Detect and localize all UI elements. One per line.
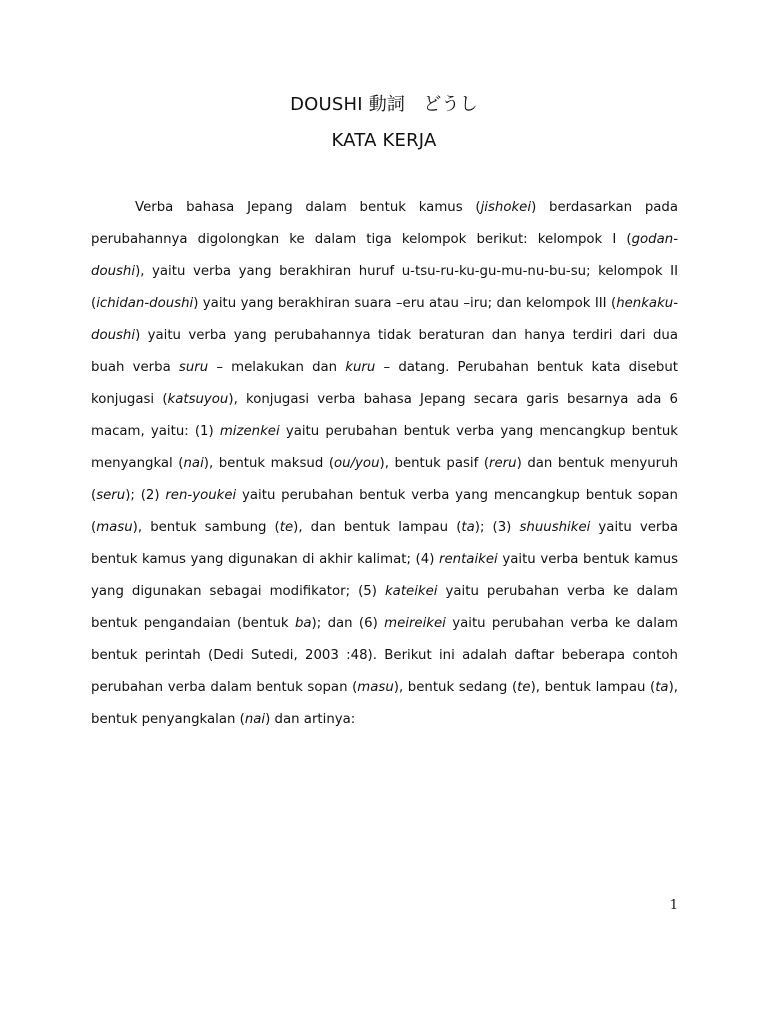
- text-run: ) yaitu verba yang perubahannya tidak beraturan dan hanya terdiri dari dua buah verba: [91, 328, 678, 375]
- italic-term: jishokei: [480, 200, 532, 215]
- italic-term: nai: [183, 456, 204, 471]
- italic-term: kuru: [345, 360, 376, 375]
- italic-term: mizenkei: [219, 424, 280, 439]
- italic-term: ichidan-doushi: [96, 296, 194, 311]
- text-run: ), yaitu verba yang berakhiran huruf u-tsu-ru-ku-gu-mu-nu-bu-su; kelompok II (: [91, 264, 678, 311]
- body-paragraph: [91, 192, 678, 736]
- text-run: – datang. Perubahan bentuk kata disebut konjugasi (: [91, 360, 678, 407]
- italic-term: katsuyou: [167, 392, 229, 407]
- page-title: DOUSHI 動詞 どうし: [290, 94, 478, 115]
- text-run: ), bentuk lampau (: [530, 680, 656, 695]
- italic-term: meireikei: [384, 616, 446, 631]
- text-run: ); (3): [474, 520, 520, 535]
- italic-term: nai: [244, 712, 266, 727]
- text-run: ), dan bentuk lampau (: [293, 520, 462, 535]
- italic-term: reru: [489, 456, 517, 471]
- text-run: ), bentuk sedang (: [393, 680, 518, 695]
- italic-term: shuushikei: [519, 520, 591, 535]
- text-run: ), konjugasi verba bahasa Jepang secara garis besarnya ada 6 macam, yaitu: (1): [91, 392, 678, 439]
- text-run: ) dan artinya:: [265, 712, 356, 727]
- page-subtitle: KATA KERJA: [331, 130, 437, 151]
- text-run: yaitu perubahan bentuk verba yang mencangkup bentuk sopan (: [91, 488, 678, 535]
- text-run: ) dan bentuk menyuruh (: [91, 456, 678, 503]
- italic-term: masu: [96, 520, 133, 535]
- text-run: Verba bahasa Jepang dalam bentuk kamus (: [135, 200, 481, 215]
- text-run: ); (2): [125, 488, 166, 503]
- italic-term: kateikei: [384, 584, 438, 599]
- text-run: yaitu verba bentuk kamus yang digunakan di akhir kalimat; (4): [91, 520, 678, 567]
- text-run: ), bentuk penyangkalan (: [91, 680, 678, 727]
- text-run: yaitu perubahan verba ke dalam bentuk perintah (Dedi Sutedi, 2003 :48). Berikut ini adalah daftar beberapa contoh perubahan verba dalam bentuk sopan (: [91, 616, 678, 695]
- italic-term: ta: [461, 520, 475, 535]
- text-run: ); dan (6): [311, 616, 385, 631]
- italic-term: suru: [178, 360, 209, 375]
- italic-term: seru: [96, 488, 126, 503]
- text-run: ) yaitu yang berakhiran suara –eru atau –iru; dan kelompok III (: [193, 296, 617, 311]
- italic-term: ba: [294, 616, 312, 631]
- text-run: ), bentuk maksud (: [203, 456, 335, 471]
- italic-term: ou/you: [334, 456, 380, 471]
- italic-term: rentaikei: [439, 552, 498, 567]
- italic-term: ta: [655, 680, 669, 695]
- italic-term: te: [517, 680, 531, 695]
- text-run: ), bentuk sambung (: [132, 520, 280, 535]
- page-number: 1: [669, 898, 678, 913]
- italic-term: te: [279, 520, 294, 535]
- italic-term: masu: [357, 680, 394, 695]
- italic-term: godan-doushi: [91, 232, 678, 279]
- text-run: yaitu perubahan bentuk verba yang mencangkup bentuk menyangkal (: [91, 424, 678, 471]
- text-run: – melakukan dan: [208, 360, 346, 375]
- text-run: yaitu verba bentuk kamus yang digunakan sebagai modifikator; (5): [91, 552, 678, 599]
- italic-term: ren-youkei: [165, 488, 237, 503]
- text-run: ) berdasarkan pada perubahannya digolongkan ke dalam tiga kelompok berikut: kelompok I (: [91, 200, 678, 247]
- text-run: yaitu perubahan verba ke dalam bentuk pengandaian (bentuk: [91, 584, 678, 631]
- italic-term: henkaku-doushi: [91, 296, 678, 343]
- text-run: ), bentuk pasif (: [379, 456, 490, 471]
